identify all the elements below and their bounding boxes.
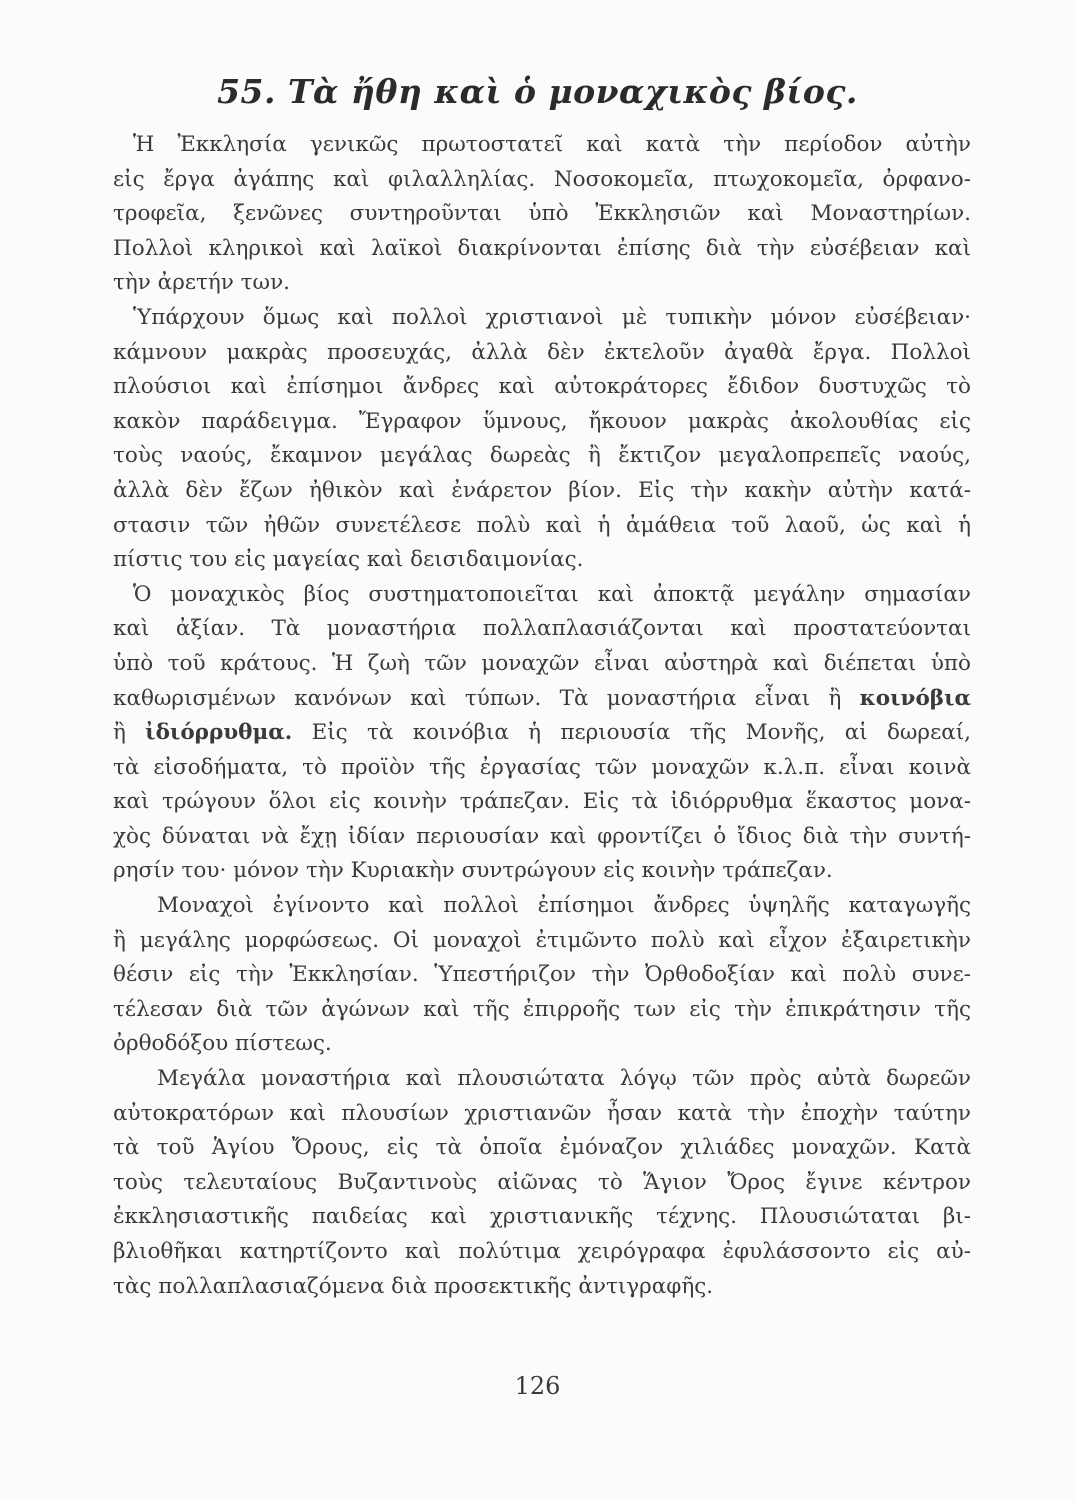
text-line: τὰς πολλαπλασιαζόμενα διὰ προσεκτικῆς ἀντιγραφῆς.	[113, 1273, 714, 1299]
text-line: ἀλλὰ δὲν ἔζων ἠθικὸν καὶ ἐνάρετον βίον. Εἰς τὴν κακὴν αὐτὴν κατά-	[113, 477, 971, 503]
text-line: τοὺς τελευταίους Βυζαντινοὺς αἰῶνας τὸ Ἅγιον Ὄρος ἔγινε κέντρον	[113, 1169, 971, 1195]
text-line: πλούσιοι καὶ ἐπίσημοι ἄνδρες καὶ αὐτοκράτορες ἔδιδον δυστυχῶς τὸ	[113, 374, 971, 400]
text-span: καθωρισμένων κανόνων καὶ τύπων. Τὰ μοναστήρια εἶναι ἢ	[113, 685, 842, 711]
paragraph-4	[113, 889, 971, 1062]
text-line: βλιοθῆκαι κατηρτίζοντο καὶ πολύτιμα χειρόγραφα ἐφυλάσσοντο εἰς αὐ-	[113, 1239, 971, 1264]
text-line: Ὑπάρχουν ὅμως καὶ πολλοὶ χριστιανοὶ μὲ τυπικὴν μόνον εὐσέβειαν·	[133, 304, 971, 330]
text-line: τὰ εἰσοδήματα, τὸ προϊὸν τῆς ἐργασίας τῶν μοναχῶν κ.λ.π. εἶναι κοινὰ	[113, 754, 971, 780]
text-line: ἢ μεγάλης μορφώσεως. Οἱ μοναχοὶ ἐτιμῶντο πολὺ καὶ εἶχον ἐξαιρετικὴν	[113, 927, 971, 953]
text-line: ὀρθοδόξου πίστεως.	[113, 1031, 332, 1057]
text-line: τοὺς ναούς, ἔκαμνον μεγάλας δωρεὰς ἢ ἔκτιζον μεγαλοπρεπεῖς ναούς,	[113, 443, 971, 469]
text-line: τέλεσαν διὰ τῶν ἀγώνων καὶ τῆς ἐπιρροῆς των εἰς τὴν ἐπικράτησιν τῆς	[113, 996, 971, 1022]
paragraph-5	[113, 1062, 971, 1304]
text-line: στασιν τῶν ἠθῶν συνετέλεσε πολὺ καὶ ἡ ἀμάθεια τοῦ λαοῦ, ὡς καὶ ἡ	[113, 512, 971, 538]
paragraph-1	[113, 128, 971, 301]
text-line: χὸς δύναται νὰ ἔχῃ ἰδίαν περιουσίαν καὶ φροντίζει ὁ ἴδιος διὰ τὴν συντή-	[113, 823, 971, 849]
bold-term-idiorrythma: ἰδιόρρυθμα.	[145, 720, 293, 746]
text-line-with-bold	[113, 682, 971, 717]
text-line: Μοναχοὶ ἐγίνοντο καὶ πολλοὶ ἐπίσημοι ἄνδρες ὑψηλῆς καταγωγῆς	[157, 893, 971, 919]
page-number: 126	[514, 1372, 561, 1400]
paragraph-3	[113, 578, 971, 889]
text-line-with-bold	[113, 716, 971, 751]
text-line: τὰ τοῦ Ἁγίου Ὄρους, εἰς τὰ ὁποῖα ἐμόναζον χιλιάδες μοναχῶν. Κατὰ	[113, 1135, 971, 1161]
text-line: κακὸν παράδειγμα. Ἔγραφον ὕμνους, ἤκουον μακρὰς ἀκολουθίας εἰς	[113, 408, 971, 434]
text-line: θέσιν εἰς τὴν Ἐκκλησίαν. Ὑπεστήριζον τὴν Ὀρθοδοξίαν καὶ πολὺ συνε-	[113, 962, 971, 988]
body-text	[113, 128, 971, 1304]
text-span: Εἰς τὰ κοινόβια ἡ περιουσία τῆς Μονῆς, αἱ δωρεαί,	[311, 720, 971, 746]
text-line: Μεγάλα μοναστήρια καὶ πλουσιώτατα λόγῳ τῶν πρὸς αὐτὰ δωρεῶν	[157, 1066, 971, 1092]
text-line: καὶ ἀξίαν. Τὰ μοναστήρια πολλαπλασιάζονται καὶ προστατεύονται	[113, 616, 971, 642]
text-span: ἢ	[113, 720, 126, 746]
text-line: Ὁ μοναχικὸς βίος συστηματοποιεῖται καὶ ἀποκτᾷ μεγάλην σημασίαν	[133, 581, 971, 607]
text-line: κάμνουν μακρὰς προσευχάς, ἀλλὰ δὲν ἐκτελοῦν ἀγαθὰ ἔργα. Πολλοὶ	[113, 339, 971, 365]
bold-term-koinobia: κοινόβια	[859, 685, 971, 711]
text-line: καὶ τρώγουν ὅλοι εἰς κοινὴν τράπεζαν. Εἰς τὰ ἰδιόρρυθμα ἕκαστος μονα-	[113, 789, 971, 815]
paragraph-2	[113, 301, 971, 578]
chapter-title: 55. Τὰ ἤθη καὶ ὁ μοναχικὸς βίος.	[217, 72, 858, 111]
text-line: Ἡ Ἐκκλησία γενικῶς πρωτοστατεῖ καὶ κατὰ τὴν περίοδον αὐτὴν	[133, 132, 971, 157]
text-line: τὴν ἀρετήν των.	[113, 270, 290, 296]
text-line: Πολλοὶ κληρικοὶ καὶ λαϊκοὶ διακρίνονται ἐπίσης διὰ τὴν εὐσέβειαν καὶ	[113, 235, 971, 261]
text-line: ἐκκλησιαστικῆς παιδείας καὶ χριστιανικῆς τέχνης. Πλουσιώταται βι-	[113, 1204, 971, 1230]
text-line: εἰς ἔργα ἀγάπης καὶ φιλαλληλίας. Νοσοκομεῖα, πτωχοκομεῖα, ὀρφανο-	[113, 166, 971, 192]
text-line: αὐτοκρατόρων καὶ πλουσίων χριστιανῶν ἦσαν κατὰ τὴν ἐποχὴν ταύτην	[113, 1100, 971, 1126]
text-line: ὑπὸ τοῦ κράτους. Ἡ ζωὴ τῶν μοναχῶν εἶναι αὐστηρὰ καὶ διέπεται ὑπὸ	[113, 650, 971, 676]
text-line: ρησίν του· μόνον τὴν Κυριακὴν συντρώγουν εἰς κοινὴν τράπεζαν.	[113, 858, 833, 884]
text-line: πίστις του εἰς μαγείας καὶ δεισιδαιμονίας.	[113, 547, 584, 573]
text-line: τροφεῖα, ξενῶνες συντηροῦνται ὑπὸ Ἐκκλησιῶν καὶ Μοναστηρίων.	[113, 201, 971, 227]
